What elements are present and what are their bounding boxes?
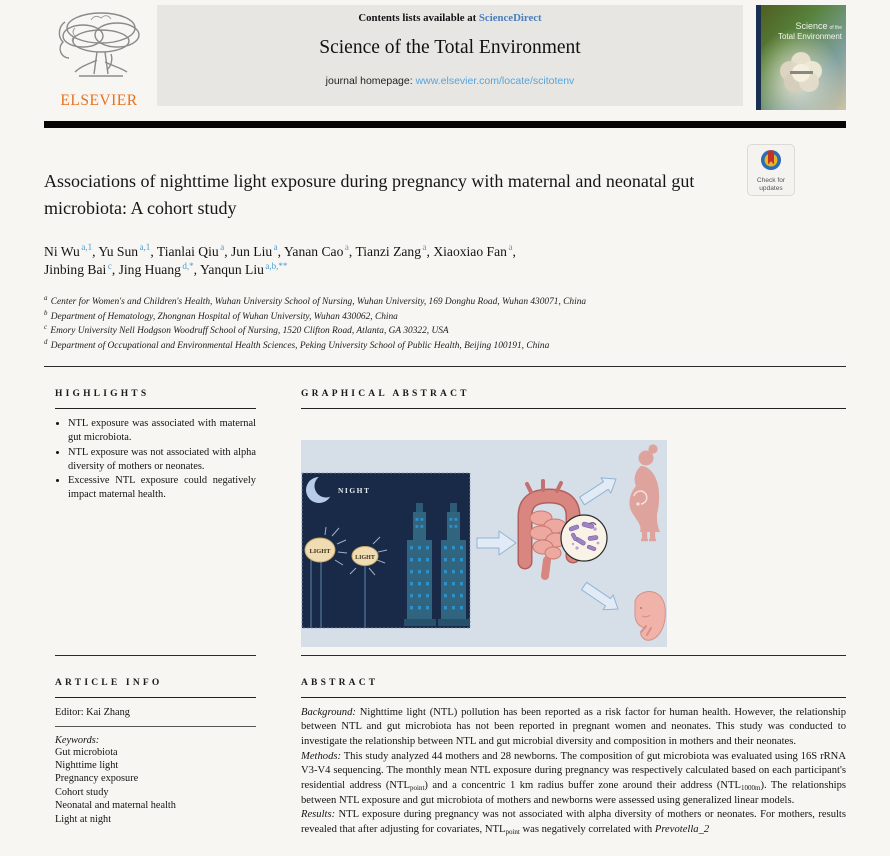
author-separator: , xyxy=(512,243,516,259)
heading-rule xyxy=(301,697,846,698)
editor-line: Editor: Kai Zhang xyxy=(55,706,130,718)
author-affil-marker[interactable]: a xyxy=(422,242,427,253)
author-affil-marker[interactable]: d,* xyxy=(182,260,194,271)
author-separator: , xyxy=(348,243,356,259)
article-first-page xyxy=(0,5,890,838)
keywords-list xyxy=(55,746,256,826)
elsevier-tree-icon xyxy=(51,8,147,86)
author-name: Yanqun Liu xyxy=(199,262,264,278)
homepage-prefix: journal homepage: xyxy=(325,75,416,87)
highlights-section xyxy=(44,367,256,504)
row-highlights-ga xyxy=(44,367,846,647)
abstract-results-paragraph xyxy=(301,808,846,837)
badge-label-line2: updates xyxy=(759,185,783,193)
author-affil-marker[interactable]: a xyxy=(273,242,278,253)
abstract-background-paragraph xyxy=(301,706,846,750)
graphical-abstract-image xyxy=(301,440,667,647)
homepage-line xyxy=(157,75,743,87)
journal-banner xyxy=(157,5,743,106)
sciencedirect-link[interactable]: ScienceDirect xyxy=(478,12,542,24)
author-affil-marker[interactable]: a,1 xyxy=(81,242,93,253)
author-name: Yu Sun xyxy=(98,243,139,259)
author-affil-marker[interactable]: a xyxy=(508,242,513,253)
subscript: point xyxy=(410,784,425,793)
author xyxy=(200,262,287,277)
journal-cover-thumbnail xyxy=(756,5,846,115)
subscript: point xyxy=(505,828,520,837)
paragraph-label: Methods: xyxy=(301,750,342,762)
paragraph-text: was negatively correlated with xyxy=(519,824,655,836)
affiliation-text: Department of Occupational and Environmental Health Sciences, Peking University School of Public Health, Beijing 100191, China xyxy=(48,341,550,352)
author-name: Xiaoxiao Fan xyxy=(433,243,507,259)
author-name: Yanan Cao xyxy=(283,243,344,259)
crossmark-icon xyxy=(759,148,783,172)
keyword: Gut microbiota xyxy=(55,746,118,758)
author xyxy=(284,244,355,259)
author-separator: , xyxy=(193,262,200,278)
homepage-url-link[interactable]: www.elsevier.com/locate/scitotenv xyxy=(415,75,575,87)
badge-label-line1: Check for xyxy=(756,177,786,184)
author-name: Tianlai Qiu xyxy=(156,243,219,259)
author-affil-marker[interactable]: c xyxy=(107,260,112,271)
keyword: Cohort study xyxy=(55,786,109,798)
affiliation xyxy=(44,323,846,338)
article-info-section xyxy=(44,647,256,826)
night-city-panel xyxy=(302,473,470,628)
keyword: Neonatal and maternal health xyxy=(55,800,176,812)
highlights-heading: HIGHLIGHTS xyxy=(55,388,150,399)
author xyxy=(44,262,119,277)
graphical-abstract-section xyxy=(301,367,846,647)
check-for-updates-badge[interactable] xyxy=(747,144,795,196)
abstract-body xyxy=(301,706,846,838)
keywords-label: Keywords: xyxy=(55,734,100,746)
graphical-abstract-heading: GRAPHICAL ABSTRACT xyxy=(301,388,470,399)
page-title: Associations of nighttime light exposure during pregnancy with maternal and neonatal gut microbiota: A cohort study xyxy=(44,171,695,218)
contents-line xyxy=(157,5,743,24)
author-separator: , xyxy=(277,243,284,259)
affiliation-marker: b xyxy=(44,309,48,317)
author-separator: , xyxy=(224,243,231,259)
row-info-abstract xyxy=(44,647,846,838)
author-affil-marker[interactable]: a,b,** xyxy=(265,260,288,271)
article-info-heading: ARTICLE INFO xyxy=(55,677,163,688)
light-label: LIGHT xyxy=(309,547,331,555)
author-affil-marker[interactable]: a xyxy=(344,242,349,253)
contents-prefix: Contents lists available at xyxy=(358,12,479,24)
paragraph-label: Results: xyxy=(301,809,336,821)
author xyxy=(157,244,231,259)
author-list xyxy=(44,242,754,279)
editor-divider xyxy=(55,726,256,727)
heading-rule xyxy=(55,408,256,409)
taxon-name: Prevotella_2 xyxy=(654,824,710,836)
abstract-methods-paragraph xyxy=(301,750,846,809)
affiliation-text: Center for Women's and Children's Health, Wuhan University School of Nursing, Wuhan University, 169 Donghu Road, Wuhan 430071, China xyxy=(48,297,587,308)
keyword: Nighttime light xyxy=(55,760,119,772)
journal-header xyxy=(44,5,846,115)
affiliation xyxy=(44,309,846,324)
author xyxy=(119,262,200,277)
highlights-list xyxy=(55,417,256,503)
keyword: Pregnancy exposure xyxy=(55,773,139,785)
journal-cover-image xyxy=(756,5,846,110)
abstract-heading: ABSTRACT xyxy=(301,677,379,688)
journal-title: Science of the Total Environment xyxy=(319,37,581,58)
header-divider-bar xyxy=(44,121,846,128)
paragraph-text: ). The relationships between NTL exposure and gut microbiota of mothers and newborns were assessed using generalized linear models. xyxy=(301,780,847,806)
heading-rule xyxy=(301,408,846,409)
paragraph-text: This study analyzed 44 mothers and 28 newborns. The composition of gut microbiota was evaluated using 16S rRNA V3-V4 sequencing. The monthly mean NTL exposure during pregnancy was respectively calculated based on each participant's residential address (NTL xyxy=(301,750,846,792)
affiliation xyxy=(44,294,846,309)
affiliation xyxy=(44,338,846,353)
affiliation-list xyxy=(44,294,846,353)
paragraph-text: Nighttime light (NTL) pollution has been reported as a risk factor for human health. However, the relationship between NTL and gut microbiota has not been reported in pregnant women and neonates. This study was conducted to investigate the relationship between NTL and gut microbial diversity and composition in mothers and their neonates. xyxy=(301,706,846,748)
author xyxy=(98,244,156,259)
keyword: Light at night xyxy=(55,813,112,825)
author xyxy=(433,244,516,259)
author-affil-marker[interactable]: a xyxy=(220,242,225,253)
section-top-rule xyxy=(55,655,256,656)
badge-label xyxy=(748,177,794,193)
author-affil-marker[interactable]: a,1 xyxy=(139,242,151,253)
highlight-item: • NTL exposure was associated with maternal gut microbiota. xyxy=(68,417,256,445)
microbiota-magnifier-icon xyxy=(561,515,607,561)
highlight-item: • NTL exposure was not associated with alpha diversity of mothers or neonates. xyxy=(68,446,256,474)
elsevier-logo xyxy=(44,5,154,110)
author-name: Ni Wu xyxy=(44,243,80,259)
author-name: Jun Liu xyxy=(230,243,273,259)
author-separator: , xyxy=(92,243,99,259)
author xyxy=(44,244,98,259)
author-separator: , xyxy=(111,262,119,278)
cover-title-line1: Science of the xyxy=(795,21,842,31)
affiliation-marker: d xyxy=(44,339,48,347)
light-label: LIGHT xyxy=(355,554,375,561)
author-name: Jinbing Bai xyxy=(44,262,107,278)
highlight-item: • Excessive NTL exposure could negatively impact maternal health. xyxy=(68,474,256,502)
subscript: 1000m xyxy=(740,784,761,793)
paragraph-label: Background: xyxy=(301,706,356,718)
author-separator: , xyxy=(426,243,434,259)
author-name: Tianzi Zang xyxy=(355,243,422,259)
affiliation-marker: c xyxy=(44,324,48,332)
affiliation-text: Emory University Nell Hodgson Woodruff School of Nursing, 1520 Clifton Road, Atlanta, GA 30322, USA xyxy=(48,326,449,337)
night-label: NIGHT xyxy=(338,485,371,495)
affiliation-marker: a xyxy=(44,295,48,303)
heading-rule xyxy=(55,697,256,698)
affiliation-text: Department of Hematology, Zhongnan Hospital of Wuhan University, Wuhan 430062, China xyxy=(48,311,398,322)
author-separator: , xyxy=(150,243,157,259)
author xyxy=(355,244,433,259)
paragraph-text: ) and a concentric 1 km radius buffer zone around their address (NTL xyxy=(424,780,741,792)
author xyxy=(231,244,284,259)
author-name: Jing Huang xyxy=(118,262,181,278)
elsevier-wordmark: ELSEVIER xyxy=(60,92,138,109)
cover-title-line2: Total Environment xyxy=(777,32,842,41)
abstract-section xyxy=(301,647,846,838)
paragraph-text: NTL exposure during pregnancy was not associated with alpha diversity of mothers or neonates. For mothers, results revealed that after adjusting for covariates, NTL xyxy=(301,809,846,836)
section-top-rule xyxy=(301,655,846,656)
